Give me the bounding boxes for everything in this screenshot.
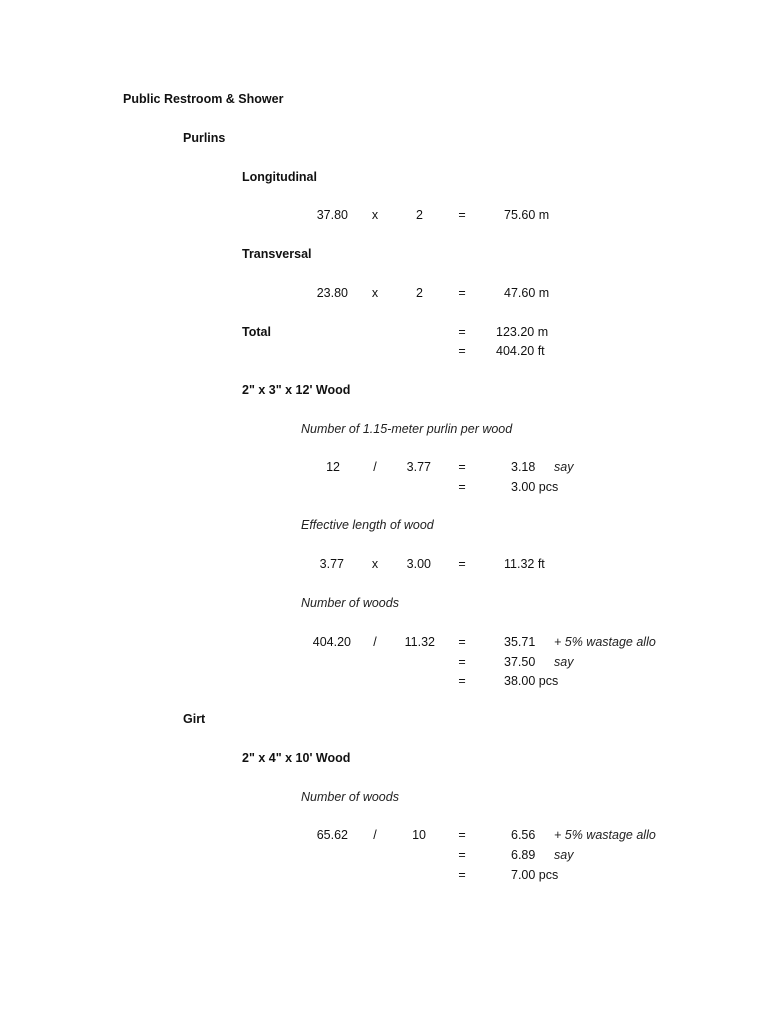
calc-operator: / xyxy=(373,635,377,649)
calc-result: 47.60 m xyxy=(504,286,550,300)
calc-operand-a: 3.77 xyxy=(319,557,344,571)
calc-note: + 5% wastage allo xyxy=(554,828,656,842)
calc-operand-b: 3.77 xyxy=(406,460,431,474)
calc-result: 7.00 pcs xyxy=(511,868,559,882)
calc-result: 38.00 pcs xyxy=(504,674,559,688)
calc-description: Number of 1.15-meter purlin per wood xyxy=(301,422,513,436)
calc-note: say xyxy=(554,848,574,862)
calc-description: Number of woods xyxy=(301,596,399,610)
calc-operand-b: 2 xyxy=(416,208,423,222)
calc-equals: = xyxy=(458,208,466,222)
total-label: Total xyxy=(242,325,271,339)
calc-equals: = xyxy=(458,828,466,842)
calc-operand-a: 37.80 xyxy=(316,208,348,222)
calc-equals: = xyxy=(458,286,466,300)
calc-operand-a: 404.20 xyxy=(312,635,351,649)
calc-equals: = xyxy=(458,635,466,649)
calc-operator: / xyxy=(373,828,377,842)
calc-result: 75.60 m xyxy=(504,208,550,222)
calc-equals: = xyxy=(458,674,466,688)
calc-operator: x xyxy=(371,286,379,300)
calc-equals: = xyxy=(458,557,466,571)
calc-note: + 5% wastage allo xyxy=(554,635,656,649)
calc-equals: = xyxy=(458,325,466,339)
subheading-wood-2x4x10: 2" x 4" x 10' Wood xyxy=(242,751,351,765)
calc-result: 6.89 xyxy=(511,848,536,862)
calc-operand-b: 10 xyxy=(412,828,426,842)
page-title: Public Restroom & Shower xyxy=(123,92,284,106)
subheading-transversal: Transversal xyxy=(242,247,312,261)
calc-description: Number of woods xyxy=(301,790,399,804)
calc-operand-a: 65.62 xyxy=(316,828,348,842)
calc-operand-a: 23.80 xyxy=(316,286,348,300)
calc-operator: / xyxy=(373,460,377,474)
calc-note: say xyxy=(554,460,574,474)
calc-operand-b: 11.32 xyxy=(404,635,435,649)
calc-operator: x xyxy=(371,208,379,222)
section-heading-girt: Girt xyxy=(183,712,206,726)
calc-result: 3.00 pcs xyxy=(511,480,559,494)
calc-equals: = xyxy=(458,480,466,494)
calc-operand-b: 2 xyxy=(416,286,423,300)
calc-result: 35.71 xyxy=(504,635,536,649)
subheading-longitudinal: Longitudinal xyxy=(242,170,317,184)
calc-operand-a: 12 xyxy=(326,460,340,474)
section-heading-purlins: Purlins xyxy=(183,131,226,145)
calc-equals: = xyxy=(458,655,466,669)
calc-result: 6.56 xyxy=(511,828,536,842)
calc-result: 123.20 m xyxy=(496,325,549,339)
calc-result: 3.18 xyxy=(511,460,536,474)
subheading-wood-2x3x12: 2" x 3" x 12' Wood xyxy=(242,383,351,397)
calc-operator: x xyxy=(371,557,379,571)
calc-result: 37.50 xyxy=(504,655,536,669)
calc-description: Effective length of wood xyxy=(301,518,434,532)
calc-result: 11.32 ft xyxy=(504,557,545,571)
calc-equals: = xyxy=(458,868,466,882)
calc-note: say xyxy=(554,655,574,669)
calc-equals: = xyxy=(458,848,466,862)
calc-equals: = xyxy=(458,460,466,474)
calc-result: 404.20 ft xyxy=(496,344,545,358)
calc-equals: = xyxy=(458,344,466,358)
calc-operand-b: 3.00 xyxy=(406,557,431,571)
